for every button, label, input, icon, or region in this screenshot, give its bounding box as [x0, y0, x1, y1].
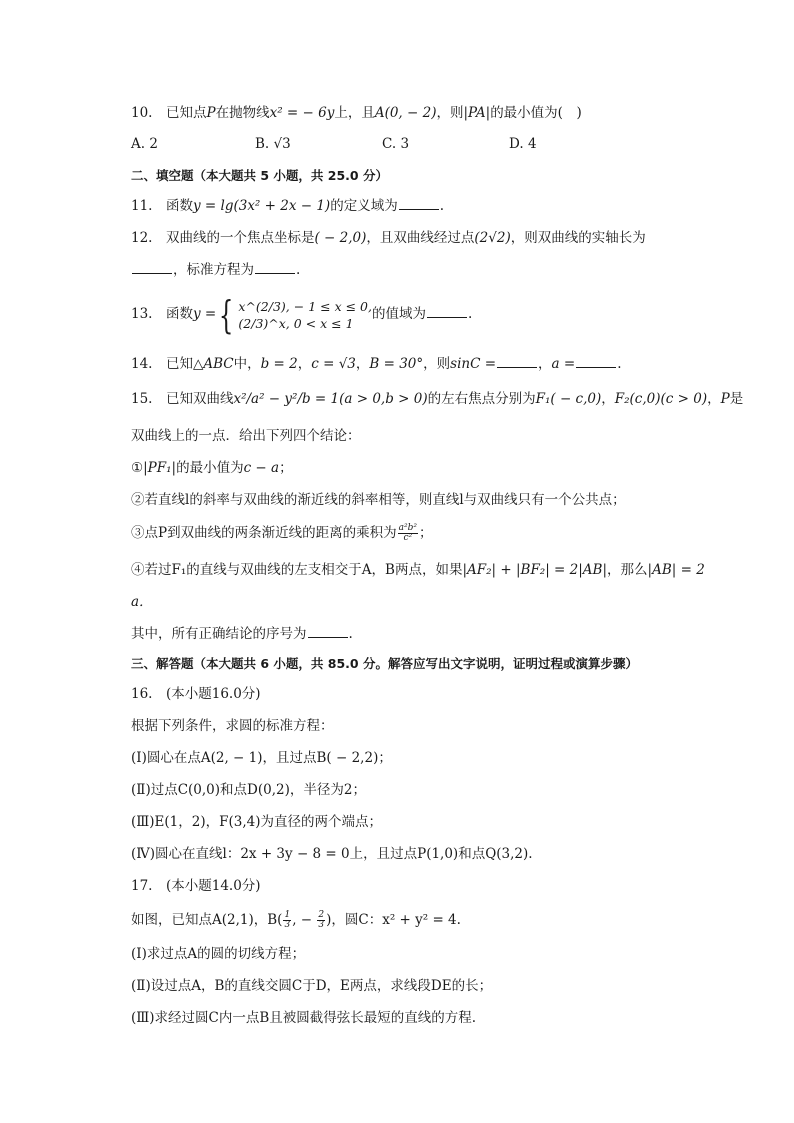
conclusion-3: ③点P到双曲线的两条渐近线的距离的乘积为 $\frac{\text{a²b²}}{\text{c²}}$ ；	[131, 523, 433, 543]
answer-blank	[576, 355, 616, 368]
case-2: (2/3)^x, 0 < x ≤ 1	[238, 315, 354, 331]
question-17-part-3: (Ⅲ)求经过圆C内一点B且被圆截得弦长最短的直线的方程.	[131, 1010, 477, 1026]
answer-blank	[399, 197, 439, 210]
question-13: 13. 函数y ={ x^(2/3), − 1 ≤ x ≤ 0, (2/3)^x, 0 < x ≤ 1 的值域为 .	[131, 292, 473, 337]
q10-text: 在抛物线	[215, 105, 270, 121]
q12-focus: ( − 2,0)	[314, 230, 367, 246]
option-d: D. 4	[509, 136, 537, 152]
q12-point: (2√2)	[474, 230, 511, 246]
question-12-line2: ，标准方程为 .	[131, 260, 300, 280]
question-17-part-1: (Ⅰ)求过点A的圆的切线方程；	[131, 946, 306, 962]
question-15-line2: 双曲线上的一点．给出下列四个结论：	[131, 428, 361, 444]
b-y-fraction: $\frac{2}{3}$	[318, 910, 325, 930]
answer-blank	[255, 261, 295, 274]
piecewise-cases	[238, 298, 372, 332]
q10-point-p: P	[206, 105, 216, 121]
answer-blank	[308, 625, 348, 638]
question-15-line1: 15. 已知双曲线x²/a² − y²/b = 1(a > 0,b > 0)的左右焦点分别为F₁( − c,0)，F₂(c,0)(c > 0)，P是	[131, 391, 744, 407]
q10-text: 的最小值为( )	[490, 105, 582, 121]
question-15-ask: 其中，所有正确结论的序号为 .	[131, 626, 353, 642]
q10-text: 上，且	[334, 105, 375, 121]
conclusion-4-line2: a．	[131, 594, 153, 610]
q15-hyperbola: x²/a² − y²/b = 1(a > 0,b > 0)	[233, 391, 428, 407]
question-17-intro: 如图，已知点A(2,1)，B( $\frac{1}{3}$ , − $\frac{2}{3}$ )，圆C：x² + y² = 4.	[131, 910, 461, 930]
question-16-head: 16. (本小题16.0分)	[131, 686, 261, 702]
section-3-title: 三、解答题（本大题共 6 小题，共 85.0 分。解答应写出文字说明，证明过程或演算步骤）	[131, 656, 638, 671]
section-2-title: 二、填空题（本大题共 5 小题，共 25.0 分）	[131, 168, 388, 183]
q11-function: y = lg(3x² + 2x − 1)	[192, 198, 331, 214]
question-11: 11. 函数y = lg(3x² + 2x − 1)的定义域为 .	[131, 198, 444, 214]
question-16-part-3: (Ⅲ)E(1，2)，F(3,4)为直径的两个端点；	[131, 814, 382, 830]
q10-text: 10. 已知点	[131, 105, 207, 121]
question-16-intro: 根据下列条件，求圆的标准方程：	[131, 718, 334, 734]
question-16-part-1: (Ⅰ)圆心在点A(2, − 1)，且过点B( − 2,2)；	[131, 750, 392, 766]
q10-point-a: A(0, − 2)	[374, 105, 437, 121]
question-17-part-2: (Ⅱ)设过点A，B的直线交圆C于D，E两点，求线段DE的长；	[131, 978, 493, 994]
answer-blank	[497, 355, 537, 368]
conclusion-1: ①|PF₁|的最小值为c − a；	[131, 460, 293, 476]
question-14: 14. 已知△ABC中，b = 2，c = √3，B = 30°，则sinC = ，a = .	[131, 356, 622, 372]
question-16-part-4: (Ⅳ)圆心在直线l：2x + 3y − 8 = 0上，且过点P(1,0)和点Q(3,2).	[131, 846, 533, 862]
option-c: C. 3	[382, 136, 410, 152]
q10-text: ，则	[436, 105, 464, 121]
question-17-head: 17. (本小题14.0分)	[131, 878, 261, 894]
q10-distance: |PA|	[463, 105, 491, 121]
case-1: x^(2/3), − 1 ≤ x ≤ 0,	[238, 298, 372, 314]
question-12-line1: 12. 双曲线的一个焦点坐标是( − 2,0)，且双曲线经过点(2√2)，则双曲线的实轴长为	[131, 230, 646, 246]
q13-y: y =	[192, 306, 217, 322]
question-16-part-2: (Ⅱ)过点C(0,0)和点D(0,2)，半径为2；	[131, 782, 366, 798]
answer-blank	[427, 305, 467, 318]
b-x-fraction: $\frac{1}{3}$	[284, 910, 291, 930]
conclusion-4-line1: ④若过F₁的直线与双曲线的左支相交于A，B两点，如果|AF₂| + |BF₂| = 2|AB|，那么|AB| = 2	[131, 562, 705, 578]
conclusion-2: ②若直线l的斜率与双曲线的渐近线的斜率相等，则直线l与双曲线只有一个公共点；	[131, 492, 626, 508]
answer-blank	[132, 261, 172, 274]
q15-f1: F₁( − c,0)	[535, 391, 602, 407]
option-a: A. 2	[131, 136, 158, 152]
q10-parabola: x² = − 6y	[269, 105, 335, 121]
q15-f2: F₂(c,0)(c > 0)	[614, 391, 708, 407]
option-b: B. √3	[255, 136, 291, 152]
question-10-stem	[131, 103, 582, 123]
question-10-options	[131, 134, 551, 154]
piecewise-brace: {	[219, 292, 234, 337]
product-fraction: $\frac{\text{a²b²}}{\text{c²}}$	[398, 523, 417, 543]
